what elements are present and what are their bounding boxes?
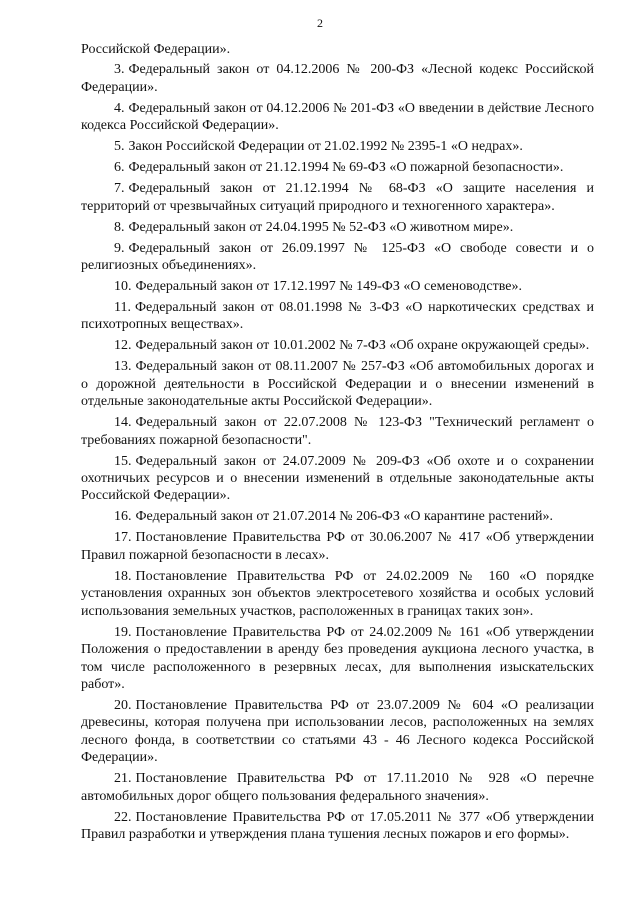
item-text: Федеральный закон от 04.12.2006 № 201-ФЗ «О введении в действие Лесного кодекса Российской Федерации».	[81, 100, 594, 134]
item-number: 12.	[114, 338, 132, 354]
item-text: Постановление Правительства РФ от 23.07.2009 № 604 «О реализации древесины, которая получена при использовании лесов, расположенных на землях лесного фонда, в соответствии со статьями 43 - 46 Лесного кодекса Российской Федерации».	[81, 697, 594, 766]
item-text: Федеральный закон от 17.12.1997 № 149-ФЗ «О семеноводстве».	[135, 279, 522, 295]
list-item	[81, 299, 594, 334]
list-item	[81, 809, 594, 844]
item-number: 11.	[114, 300, 131, 316]
item-number: 8.	[114, 219, 125, 235]
list-item	[81, 219, 594, 236]
page-number: 2	[317, 16, 323, 30]
item-number: 16.	[114, 509, 132, 525]
list-item	[81, 529, 594, 564]
item-number: 10.	[114, 279, 132, 295]
item-text: Федеральный закон от 26.09.1997 № 125-ФЗ «О свободе совести и о религиозных объединениях».	[81, 240, 594, 274]
list-item	[81, 358, 594, 410]
item-number: 20.	[114, 697, 132, 713]
document-body	[81, 41, 594, 847]
list-item	[81, 240, 594, 275]
list-item	[81, 414, 594, 449]
item-text: Закон Российской Федерации от 21.02.1992 № 2395-1 «О недрах».	[128, 139, 523, 155]
list-item	[81, 697, 594, 767]
item-text: Федеральный закон от 10.01.2002 № 7-ФЗ «Об охране окружающей среды».	[135, 338, 590, 354]
list-item	[81, 100, 594, 135]
item-text: Федеральный закон от 24.04.1995 № 52-ФЗ «О животном мире».	[128, 219, 514, 235]
item-number: 9.	[114, 240, 125, 256]
list-item	[81, 61, 594, 96]
list-item	[81, 624, 594, 694]
item-text: Постановление Правительства РФ от 17.11.2010 № 928 «О перечне автомобильных дорог общего пользования федерального значения».	[81, 771, 594, 804]
item-text: Постановление Правительства РФ от 24.02.2009 № 161 «Об утверждении Положения о предоставлении в аренду без проведения аукциона лесного участка, в том числе расположенного в резервных лесах, для выполнения изыскательских работ».	[81, 624, 594, 692]
list-item	[81, 568, 594, 620]
item-number: 17.	[114, 530, 132, 546]
item-number: 15.	[114, 453, 132, 469]
item-text: Федеральный закон от 08.11.2007 № 257-ФЗ «Об автомобильных дорогах и о дорожной деятельности в Российской Федерации и о внесении изменений в отдельные законодательные акты Российской Федерации».	[81, 359, 594, 410]
item-number: 19.	[114, 624, 132, 640]
continued-text: Российской Федерации».	[81, 42, 231, 57]
list-item	[81, 337, 594, 354]
item-number: 22.	[114, 809, 132, 825]
item-text: Постановление Правительства РФ от 24.02.2009 № 160 «О порядке установления охранных зон объектов электросетевого хозяйства и особых условий использования земельных участков, расположенных в границах таких зон».	[81, 568, 594, 619]
item-text: Федеральный закон от 21.12.1994 № 68-ФЗ «О защите населения и территорий от чрезвычайных ситуаций природного и техногенного характера».	[81, 181, 594, 214]
item-number: 6.	[114, 160, 125, 176]
item-text: Федеральный закон от 08.01.1998 № 3-ФЗ «О наркотических средствах и психотропных веществах».	[81, 300, 594, 333]
item-text: Федеральный закон от 21.12.1994 № 69-ФЗ «О пожарной безопасности».	[128, 160, 564, 176]
item-number: 7.	[114, 181, 125, 197]
list-item	[81, 508, 594, 525]
item-number: 4.	[114, 100, 125, 116]
item-text: Федеральный закон от 22.07.2008 № 123-ФЗ "Технический регламент о требованиях пожарной безопасности".	[81, 415, 594, 448]
item-number: 18.	[114, 568, 132, 584]
list-item	[81, 770, 594, 805]
item-text: Постановление Правительства РФ от 17.05.2011 № 377 «Об утверждении Правил разработки и утверждения плана тушения лесных пожаров и его формы».	[81, 809, 594, 842]
item-number: 14.	[114, 415, 132, 431]
item-text: Федеральный закон от 04.12.2006 № 200-ФЗ «Лесной кодекс Российской Федерации».	[81, 62, 594, 95]
item-number: 13.	[114, 359, 132, 375]
list-item	[81, 159, 594, 176]
item-number: 5.	[114, 139, 125, 155]
list-item	[81, 278, 594, 295]
item-number: 21.	[114, 771, 132, 787]
list-item	[81, 138, 594, 155]
item-number: 3.	[114, 62, 125, 78]
item-text: Федеральный закон от 24.07.2009 № 209-ФЗ «Об охоте и о сохранении охотничьих ресурсов и о внесении изменений в отдельные законодательные акты Российской Федерации».	[81, 453, 594, 504]
list-item	[81, 453, 594, 505]
item-text: Федеральный закон от 21.07.2014 № 206-ФЗ «О карантине растений».	[135, 509, 554, 525]
item-text: Постановление Правительства РФ от 30.06.2007 № 417 «Об утверждении Правил пожарной безопасности в лесах».	[81, 530, 594, 563]
list-item	[81, 180, 594, 215]
